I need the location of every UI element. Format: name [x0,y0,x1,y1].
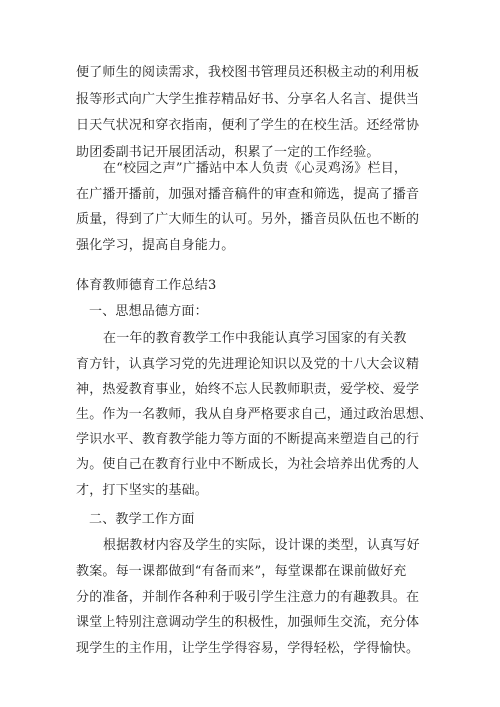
body-text-line: 便了师生的阅读需求，我校图书管理员还积极主动的利用板 [76,65,420,80]
body-text-line: 学识水平、教育教学能力等方面的不断提高来塑造自己的行 [76,432,420,447]
body-text-line: 在“校园之声”广播站中本人负责《心灵鸡汤》栏目， [103,161,408,176]
body-text-line: 课堂上特别注意调动学生的积极性，加强师生交流，充分体 [76,615,420,630]
subsection-heading: 二、教学工作方面 [89,512,195,527]
body-text-line: 育方针，认真学习党的先进理论知识以及党的十八大会议精 [76,357,420,372]
body-text-line: 分的准备，并制作各种利于吸引学生注意力的有趣教具。在 [76,590,420,605]
body-text-line: 生。作为一名教师，我从自身严格要求自己，通过政治思想、 [76,407,433,422]
body-text-line: 神，热爱教育事业，始终不忘人民教师职责，爱学校、爱学 [76,382,420,397]
body-text-line: 在广播开播前，加强对播音稿件的审查和筛选，提高了播音 [76,187,420,202]
body-text-line: 助团委副书记开展团活动，积累了一定的工作经验。 [76,145,380,160]
body-text-line: 教案。每一课都做到“有备而来”，每堂课都在课前做好充 [76,564,407,579]
body-text-line: 为。使自己在教育行业中不断成长，为社会培养出优秀的人 [76,457,420,472]
section-title: 体育教师德育工作总结3 [76,278,217,293]
body-text-line: 日天气状况和穿衣指南，便利了学生的在校生活。还经常协 [76,118,420,133]
body-text-line: 在一年的教育教学工作中我能认真学习国家的有关教 [103,331,407,346]
body-text-line: 现学生的主作用，让学生学得容易，学得轻松，学得愉快。 [76,641,420,656]
body-text-line: 根据教材内容及学生的实际，设计课的类型，认真写好 [103,538,420,553]
body-text-line: 报等形式向广大学生推荐精品好书、分享名人名言、提供当 [76,92,420,107]
body-text-line: 才，打下坚实的基础。 [76,483,209,498]
body-text-line: 质量，得到了广大师生的认可。另外，播音员队伍也不断的 [76,212,420,227]
subsection-heading: 一、思想品德方面： [89,304,208,319]
body-text-line: 强化学习，提高自身能力。 [76,238,235,253]
